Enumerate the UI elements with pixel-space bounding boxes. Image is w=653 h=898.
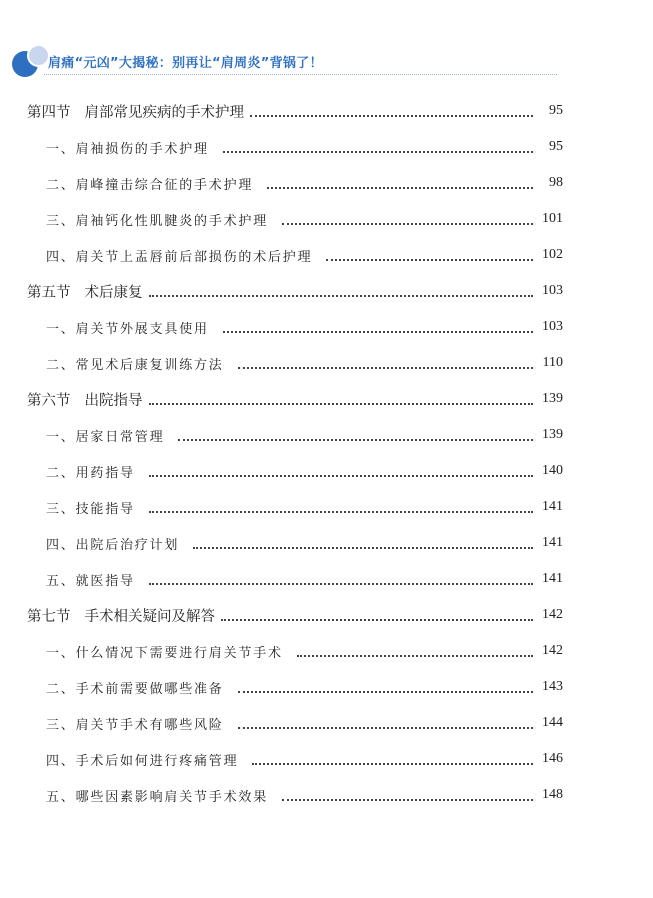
toc-item-row[interactable]: [0, 345, 653, 381]
toc-entry-number: 四、: [46, 249, 76, 265]
toc-entry-number: 五、: [46, 573, 76, 589]
toc-page-number: 142: [542, 607, 563, 622]
toc-entry-label: 肩关节外展支具使用: [75, 321, 209, 337]
toc-entry-label: 术后康复: [84, 284, 143, 301]
header-divider: [44, 74, 557, 75]
toc-page-number: 144: [542, 715, 563, 730]
toc-dot-leader: [149, 281, 534, 297]
toc-entry-number: 一、: [46, 141, 76, 157]
toc-entry-number: 五、: [46, 789, 76, 805]
toc-entry-number: 第六节: [27, 392, 71, 409]
toc-dot-leader: [178, 425, 533, 441]
toc-page-number: 143: [542, 679, 563, 694]
toc-entry-label: 什么情况下需要进行肩关节手术: [75, 645, 283, 661]
toc-item-row[interactable]: [0, 201, 653, 237]
toc-entry-label: 肩关节手术有哪些风险: [75, 717, 224, 733]
toc-entry-label: 手术后如何进行疼痛管理: [75, 753, 239, 769]
toc-entry-number: 三、: [46, 213, 76, 229]
toc-page-number: 146: [542, 751, 563, 766]
page-header: [8, 44, 653, 80]
toc-entry-number: 三、: [46, 717, 76, 733]
toc-dot-leader: [149, 569, 533, 585]
toc-page-number: 102: [542, 247, 563, 262]
toc-entry-label: 常见术后康复训练方法: [75, 357, 224, 373]
toc-item-row[interactable]: [0, 417, 653, 453]
toc-dot-leader: [221, 605, 533, 621]
toc-entry-number: 第五节: [27, 284, 71, 301]
logo-bubble-icon: [27, 44, 50, 67]
toc-dot-leader: [297, 641, 533, 657]
toc-entry-label: 出院后治疗计划: [75, 537, 180, 553]
toc-dot-leader: [223, 137, 533, 153]
toc-entry-number: 三、: [46, 501, 76, 517]
toc-entry-number: 第四节: [27, 104, 71, 121]
toc-entry-label: 肩部常见疾病的手术护理: [84, 104, 244, 121]
toc-dot-leader: [267, 173, 533, 189]
toc-entry-number: 一、: [46, 321, 76, 337]
toc-page-number: 142: [542, 643, 563, 658]
toc-page-number: 140: [542, 463, 563, 478]
toc-page-number: 95: [549, 139, 563, 154]
toc-section-row[interactable]: [0, 273, 653, 309]
toc-section-row[interactable]: [0, 93, 653, 129]
toc-entry-number: 二、: [46, 465, 76, 481]
toc-dot-leader: [252, 749, 533, 765]
toc-entry-label: 肩关节上盂唇前后部损伤的术后护理: [75, 249, 313, 265]
toc-item-row[interactable]: [0, 237, 653, 273]
toc-entry-label: 技能指导: [75, 501, 135, 517]
toc-page-number: 139: [542, 427, 563, 442]
table-of-contents: [0, 93, 653, 813]
toc-dot-leader: [149, 389, 534, 405]
toc-page-number: 98: [549, 175, 563, 190]
toc-item-row[interactable]: [0, 777, 653, 813]
toc-entry-number: 二、: [46, 681, 76, 697]
toc-page-number: 110: [542, 355, 563, 370]
toc-entry-number: 四、: [46, 753, 76, 769]
toc-entry-label: 居家日常管理: [75, 429, 165, 445]
toc-dot-leader: [250, 101, 533, 117]
toc-section-row[interactable]: [0, 381, 653, 417]
toc-item-row[interactable]: [0, 705, 653, 741]
toc-item-row[interactable]: [0, 489, 653, 525]
toc-entry-label: 肩峰撞击综合征的手术护理: [75, 177, 254, 193]
toc-entry-label: 手术相关疑问及解答: [84, 608, 215, 625]
toc-entry-label: 就医指导: [75, 573, 135, 589]
book-title: 肩痛“元凶”大揭秘：别再让“肩周炎”背锅了！: [48, 56, 323, 71]
toc-dot-leader: [238, 353, 533, 369]
toc-dot-leader: [238, 713, 533, 729]
toc-entry-label: 用药指导: [75, 465, 135, 481]
toc-item-row[interactable]: [0, 741, 653, 777]
toc-entry-number: 一、: [46, 645, 76, 661]
toc-entry-number: 二、: [46, 357, 76, 373]
toc-entry-label: 出院指导: [84, 392, 143, 409]
toc-page-number: 141: [542, 499, 563, 514]
toc-page-number: 95: [549, 103, 563, 118]
toc-item-row[interactable]: [0, 165, 653, 201]
toc-entry-label: 手术前需要做哪些准备: [75, 681, 224, 697]
toc-entry-number: 二、: [46, 177, 76, 193]
toc-item-row[interactable]: [0, 129, 653, 165]
toc-item-row[interactable]: [0, 633, 653, 669]
toc-entry-label: 肩袖钙化性肌腱炎的手术护理: [75, 213, 269, 229]
toc-page-number: 148: [542, 787, 563, 802]
toc-dot-leader: [282, 209, 533, 225]
toc-item-row[interactable]: [0, 525, 653, 561]
toc-dot-leader: [193, 533, 533, 549]
toc-page-number: 141: [542, 535, 563, 550]
toc-entry-label: 肩袖损伤的手术护理: [75, 141, 209, 157]
toc-page-number: 101: [542, 211, 563, 226]
toc-dot-leader: [238, 677, 533, 693]
toc-item-row[interactable]: [0, 669, 653, 705]
toc-page-number: 141: [542, 571, 563, 586]
toc-item-row[interactable]: [0, 453, 653, 489]
toc-dot-leader: [149, 461, 533, 477]
toc-dot-leader: [282, 785, 533, 801]
toc-page-number: 139: [542, 391, 563, 406]
toc-entry-label: 哪些因素影响肩关节手术效果: [75, 789, 269, 805]
toc-dot-leader: [223, 317, 533, 333]
toc-dot-leader: [326, 245, 533, 261]
toc-dot-leader: [149, 497, 533, 513]
toc-page-number: 103: [542, 283, 563, 298]
toc-entry-number: 四、: [46, 537, 76, 553]
toc-item-row[interactable]: [0, 309, 653, 345]
toc-item-row[interactable]: [0, 561, 653, 597]
toc-entry-number: 第七节: [27, 608, 71, 625]
toc-section-row[interactable]: [0, 597, 653, 633]
toc-entry-number: 一、: [46, 429, 76, 445]
toc-page-number: 103: [542, 319, 563, 334]
